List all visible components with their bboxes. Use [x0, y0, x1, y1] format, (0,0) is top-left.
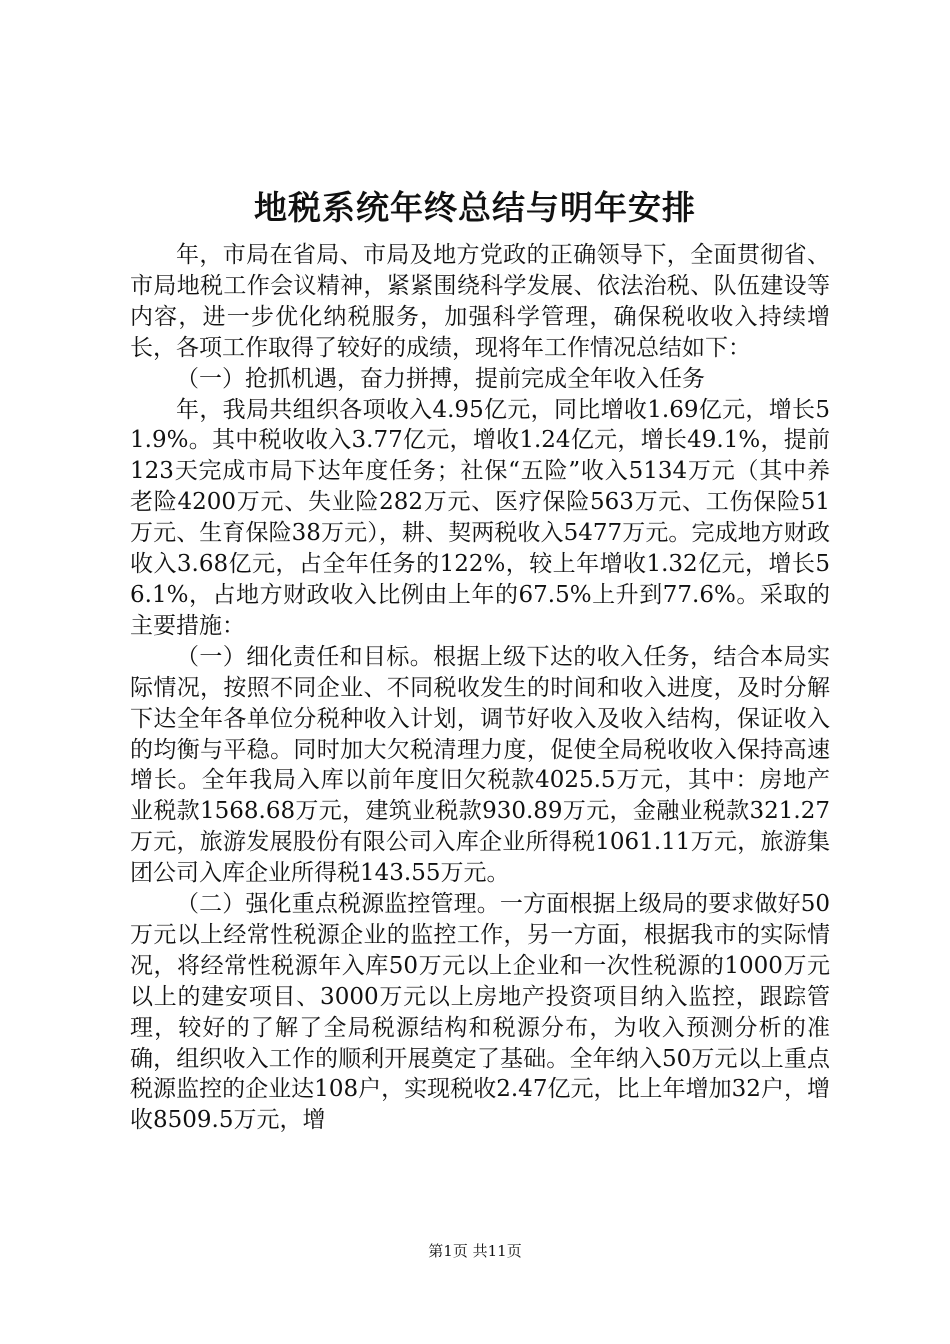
paragraph-measure-1: （一）细化责任和目标。根据上级下达的收入任务，结合本局实际情况，按照不同企业、不同税收发生的时间和收入进度，及时分解下达全年各单位分税种收入计划，调节好收入及收入结构，保证收入的均衡与平稳。同时加大欠税清理力度，促使全局税收收入保持高速增长。全年我局入库以前年度旧欠税款4025.5万元，其中：房地产业税款1568.68万元，建筑业税款930.89万元，金融业税款321.27万元，旅游发展股份有限公司入库企业所得税1061.11万元，旅游集团公司入库企业所得税143.55万元。: [130, 643, 830, 887]
section-heading-1: （一）抢抓机遇，奋力拼搏，提前完成全年收入任务: [176, 365, 705, 392]
document-body: [130, 240, 830, 1136]
paragraph-intro: 年，市局在省局、市局及地方党政的正确领导下，全面贯彻省、市局地税工作会议精神，紧紧围绕科学发展、依法治税、队伍建设等内容，进一步优化纳税服务，加强科学管理，确保税收收入持续增长，各项工作取得了较好的成绩，现将年工作情况总结如下：: [130, 242, 830, 361]
document-title: 地税系统年终总结与明年安排: [254, 188, 696, 227]
paragraph-revenue-summary: 年，我局共组织各项收入4.95亿元，同比增收1.69亿元，增长51.9%。其中税收收入3.77亿元，增收1.24亿元，增长49.1%，提前123天完成市局下达年度任务；社保“五险”收入5134万元（其中养老险4200万元、失业险282万元、医疗保险563万元、工伤保险51万元、生育保险38万元），耕、契两税收入5477万元。完成地方财政收入3.68亿元，占全年任务的122%，较上年增收1.32亿元，增长56.1%，占地方财政收入比例由上年的67.5%上升到77.6%。采取的主要措施：: [130, 396, 830, 639]
page-footer: 第1页 共11页: [428, 1242, 522, 1260]
paragraph-measure-2: （二）强化重点税源监控管理。一方面根据上级局的要求做好50万元以上经常性税源企业的监控工作，另一方面，根据我市的实际情况，将经常性税源年入库50万元以上企业和一次性税源的1000万元以上的建安项目、3000万元以上房地产投资项目纳入监控，跟踪管理，较好的了解了全局税源结构和税源分布，为收入预测分析的准确，组织收入工作的顺利开展奠定了基础。全年纳入50万元以上重点税源监控的企业达108户，实现税收2.47亿元，比上年增加32户，增收8509.5万元，增: [130, 891, 830, 1134]
